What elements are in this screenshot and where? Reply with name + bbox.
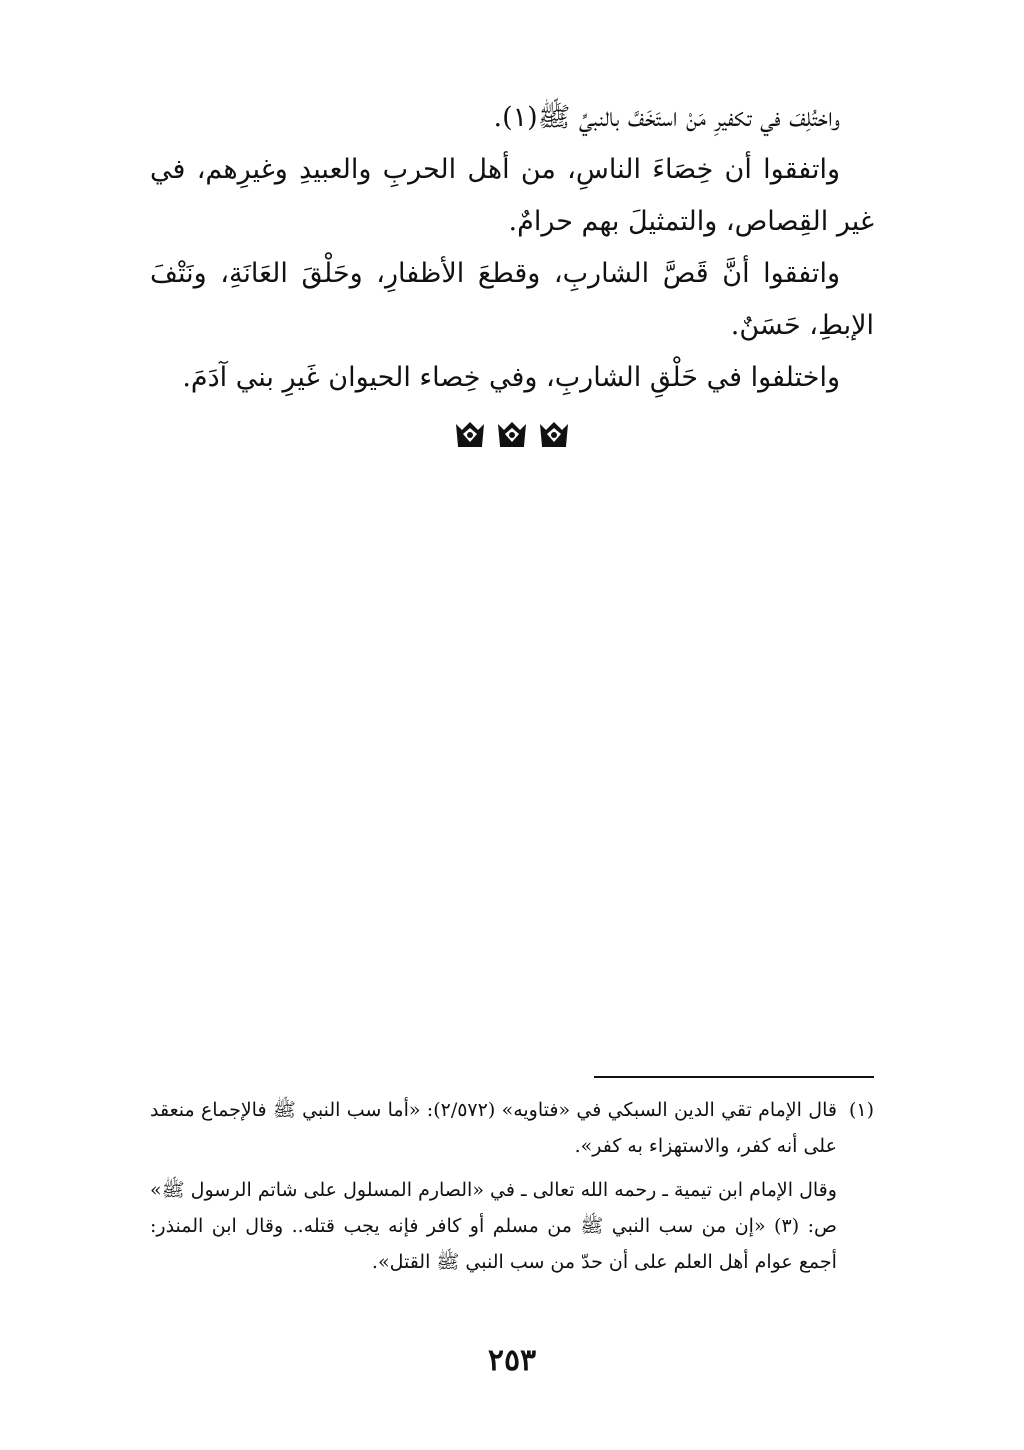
paragraph-2: واتفقوا أن خِصَاءَ الناسِ، من أهل الحربِ والعبيدِ وغيرِهم، في غير القِصاص، والتمثيلَ بهم حرامٌ. xyxy=(150,154,874,237)
footnote-number: (١) xyxy=(848,1099,874,1121)
page-number: ٢٥٣ xyxy=(487,1343,537,1378)
main-text xyxy=(150,92,874,404)
ornament-icon xyxy=(538,420,570,450)
footnote-paragraph-1: قال الإمام تقي الدين السبكي في «فتاويه» (٢/٥٧٢): «أما سب النبي ﷺ فالإجماع منعقد على أنه كفر، والاستهزاء به كفر». xyxy=(150,1099,837,1157)
footnote-paragraph-2: وقال الإمام ابن تيمية ـ رحمه الله تعالى ـ في «الصارم المسلول على شاتم الرسول ﷺ» ص: (٣) «إن من سب النبي ﷺ من مسلم أو كافر فإنه يجب قتله.. وقال ابن المنذر: أجمع عوام أهل العلم على أن حدّ من سب النبي ﷺ القتل». xyxy=(150,1179,837,1273)
ornament-icon xyxy=(496,420,528,450)
paragraph-3: واتفقوا أنَّ قَصَّ الشاربِ، وقطعَ الأظفارِ، وحَلْقَ العَانَةِ، ونَتْفَ الإبطِ، حَسَنٌ. xyxy=(150,258,874,341)
footnote-body xyxy=(150,1092,837,1288)
paragraph-1: واختُلِفَ في تكفيرِ مَنْ استَخَفَّ بالنبيِّ ﷺ(١). xyxy=(493,102,840,133)
ornament-icon xyxy=(454,420,486,450)
footnotes xyxy=(150,1092,874,1288)
footnote-separator xyxy=(594,1076,874,1078)
section-divider-ornaments xyxy=(0,420,1024,460)
footnote-1 xyxy=(150,1092,874,1288)
paragraph-4: واختلفوا في حَلْقِ الشاربِ، وفي خِصاء الحيوان غَيرِ بني آدَمَ. xyxy=(182,362,840,393)
